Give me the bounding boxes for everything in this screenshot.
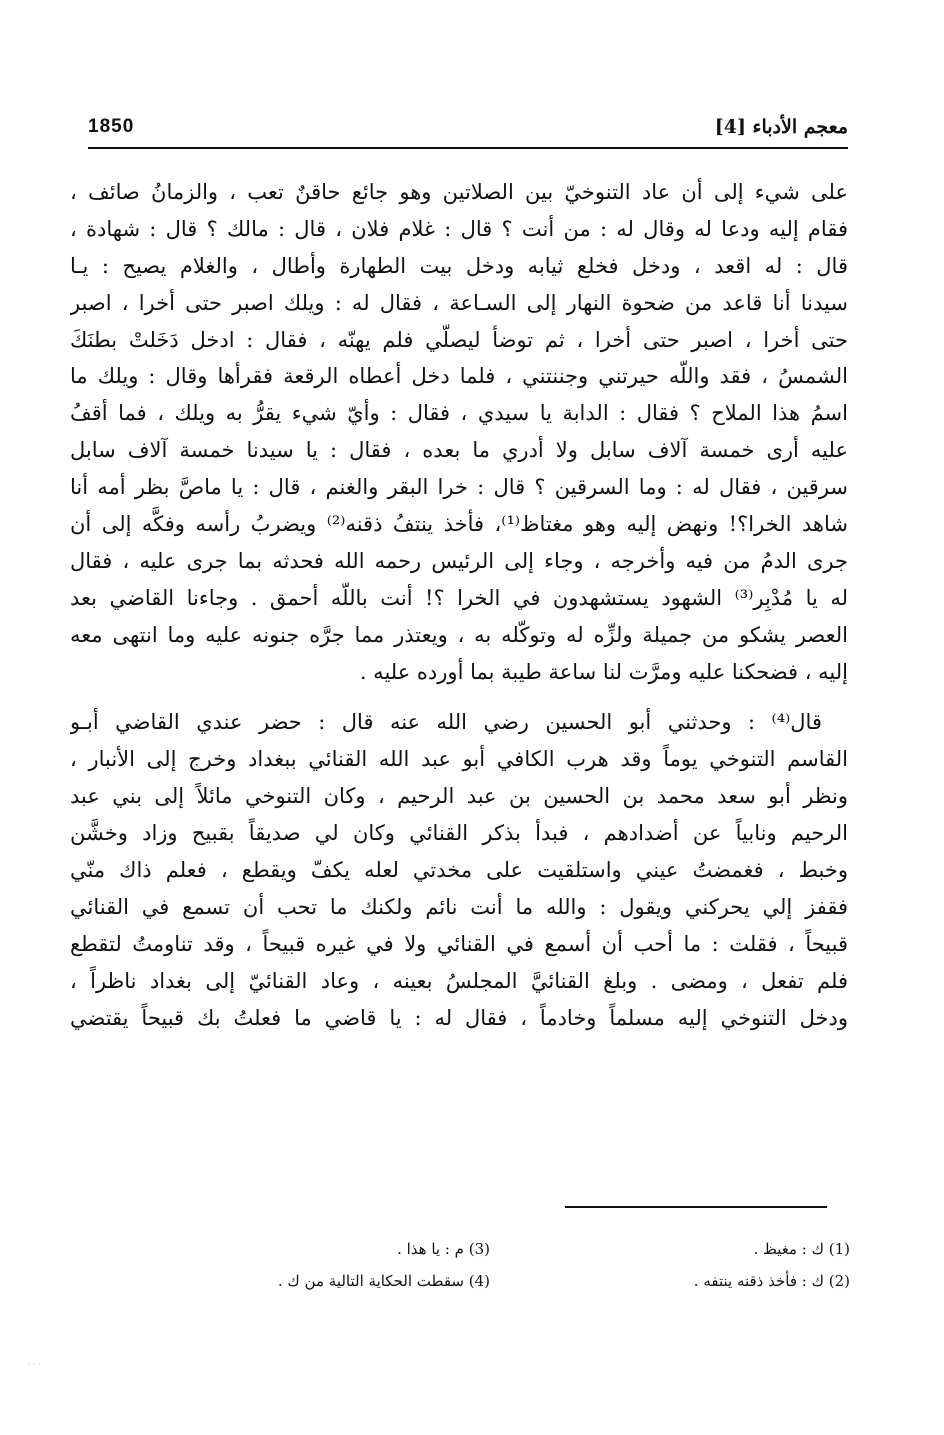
text-line: العصر يشكو من جميلة ولزِّه له وتوكّله به ، ويعتذر مما جرَّه جنونه عليه وما انتهى معه bbox=[70, 622, 848, 647]
text-line: القاسم التنوخي يوماً وقد هرب الكافي أبو عبد الله القنائي ببغداد وخرج إلى الأنبار ، bbox=[70, 747, 848, 772]
text-line: الرحيم ونابياً عن أضدادهم ، فبدأ بذكر القنائي وكان لي صديقاً بقبيح وزاد وخشَّن bbox=[70, 821, 848, 846]
text-line: الشمسُ ، فقد واللّه حيرتني وجننتني ، فلما دخل أعطاه الرقعة فقرأها وقال : ويلك ما bbox=[70, 364, 848, 389]
running-title: معجم الأدباء [4] bbox=[714, 116, 848, 138]
header-rule bbox=[88, 147, 848, 149]
text-line: له يا مُدْبِر⁽³⁾ الشهود يستشهدون في الخرا ؟! أنت باللّه أحمق . وجاءنا القاضي بعد bbox=[70, 585, 848, 610]
footnotes bbox=[160, 1233, 850, 1297]
text-line: حتى أخرا ، اصبر حتى أخرا ، ثم توضأ ليصلّي فلم يهنّه ، فقال : ادخل دَخَلتْ بطنَكَ bbox=[70, 327, 848, 352]
page-number: 1850 bbox=[88, 116, 135, 137]
text-line: سرقين ، فقال له : وما السرقين ؟ قال : خرا البقر والغنم ، قال : يا ماصَّ بظر أمه أنا bbox=[70, 475, 848, 500]
text-line: فلم تفعل ، ومضى . وبلغ القنائيَّ المجلسُ بعينه ، وعاد القنائيّ إلى بغداد ناظراً ، bbox=[70, 968, 848, 993]
text-line: وخبط ، فغمضتُ عيني واستلقيت على مخدتي لعله يكفّ ويقطع ، فعلم ذاك منّي bbox=[70, 858, 848, 883]
text-line: شاهد الخرا؟! ونهض إليه وهو مغتاظ⁽¹⁾، فأخذ ينتفُ ذقنه⁽²⁾ ويضربُ رأسه وفكَّه إلى أن bbox=[70, 512, 848, 537]
footnote-2: (2) ك : فأخذ ذقنه ينتفه . bbox=[693, 1272, 850, 1290]
text-line: ودخل التنوخي إليه مسلماً وخادماً ، فقال له : يا قاضي ما فعلتُ بك قبيحاً يقتضي bbox=[70, 1005, 848, 1030]
text-line: جرى الدمُ من فيه وأخرجه ، وجاء إلى الرئيس رحمه الله فحدثه بما جرى عليه ، فقال bbox=[70, 548, 848, 573]
paragraph-gap bbox=[70, 690, 848, 704]
text-line: قال⁽⁴⁾ : وحدثني أبو الحسين رضي الله عنه قال : حضر عندي القاضي أبـو bbox=[70, 710, 822, 735]
footnote-1: (1) ك : مغيظ . bbox=[753, 1240, 850, 1258]
text-line: فقفز إلي يحركني ويقول : والله ما أنت نائم ولكنك ما تحب أن تسمع في القنائي bbox=[70, 894, 848, 919]
footnote-3: (3) م : يا هذا . bbox=[397, 1240, 490, 1258]
footnote-row bbox=[160, 1233, 850, 1265]
scan-specks: · · · bbox=[28, 1360, 41, 1369]
footnote-rule bbox=[565, 1206, 827, 1208]
text-line: على شيء إلى أن عاد التنوخيّ بين الصلاتين وهو جائع حاقنٌ تعب ، والزمانُ صائف ، bbox=[70, 180, 848, 204]
main-text bbox=[70, 174, 848, 1036]
text-line: ونظر أبو سعد محمد بن الحسين بن عبد الرحيم ، وكان التنوخي مائلاً إلى بني عبد bbox=[70, 784, 848, 809]
text-line: فقام إليه ودعا له وقال له : من أنت ؟ قال : غلام فلان ، قال : مالك ؟ قال : شهادة ، bbox=[70, 216, 848, 241]
text-line: عليه أرى خمسة آلاف سابل ولا أدري ما بعده ، فقال : يا سيدنا خمسة آلاف سابل bbox=[70, 438, 848, 463]
text-line: قال : له اقعد ، ودخل فخلع ثيابه ودخل بيت الطهارة وأطال ، والغلام يصيح : يـا bbox=[70, 253, 848, 278]
footnote-4: (4) سقطت الحكاية التالية من ك . bbox=[277, 1272, 490, 1290]
text-line: اسمُ هذا الملاح ؟ فقال : الدابة يا سيدي ، فقال : وأيّ شيء يقرُّ به ويلك ، فما أقفُ bbox=[70, 401, 848, 426]
text-line: سيدنا أنا قاعد من ضحوة النهار إلى السـاعة ، فقال له : ويلك اصبر حتى أخرا ، اصبر bbox=[70, 290, 848, 315]
page-header bbox=[88, 112, 848, 142]
text-line: قبيحاً ، فقلت : ما أحب أن أسمع في القنائي ولا في غيره قبيحاً ، وقد تناومتُ لتقطع bbox=[70, 931, 848, 956]
footnote-row bbox=[160, 1265, 850, 1297]
text-line: إليه ، فضحكنا عليه ومرَّت لنا ساعة طيبة بما أورده عليه . bbox=[359, 659, 848, 684]
